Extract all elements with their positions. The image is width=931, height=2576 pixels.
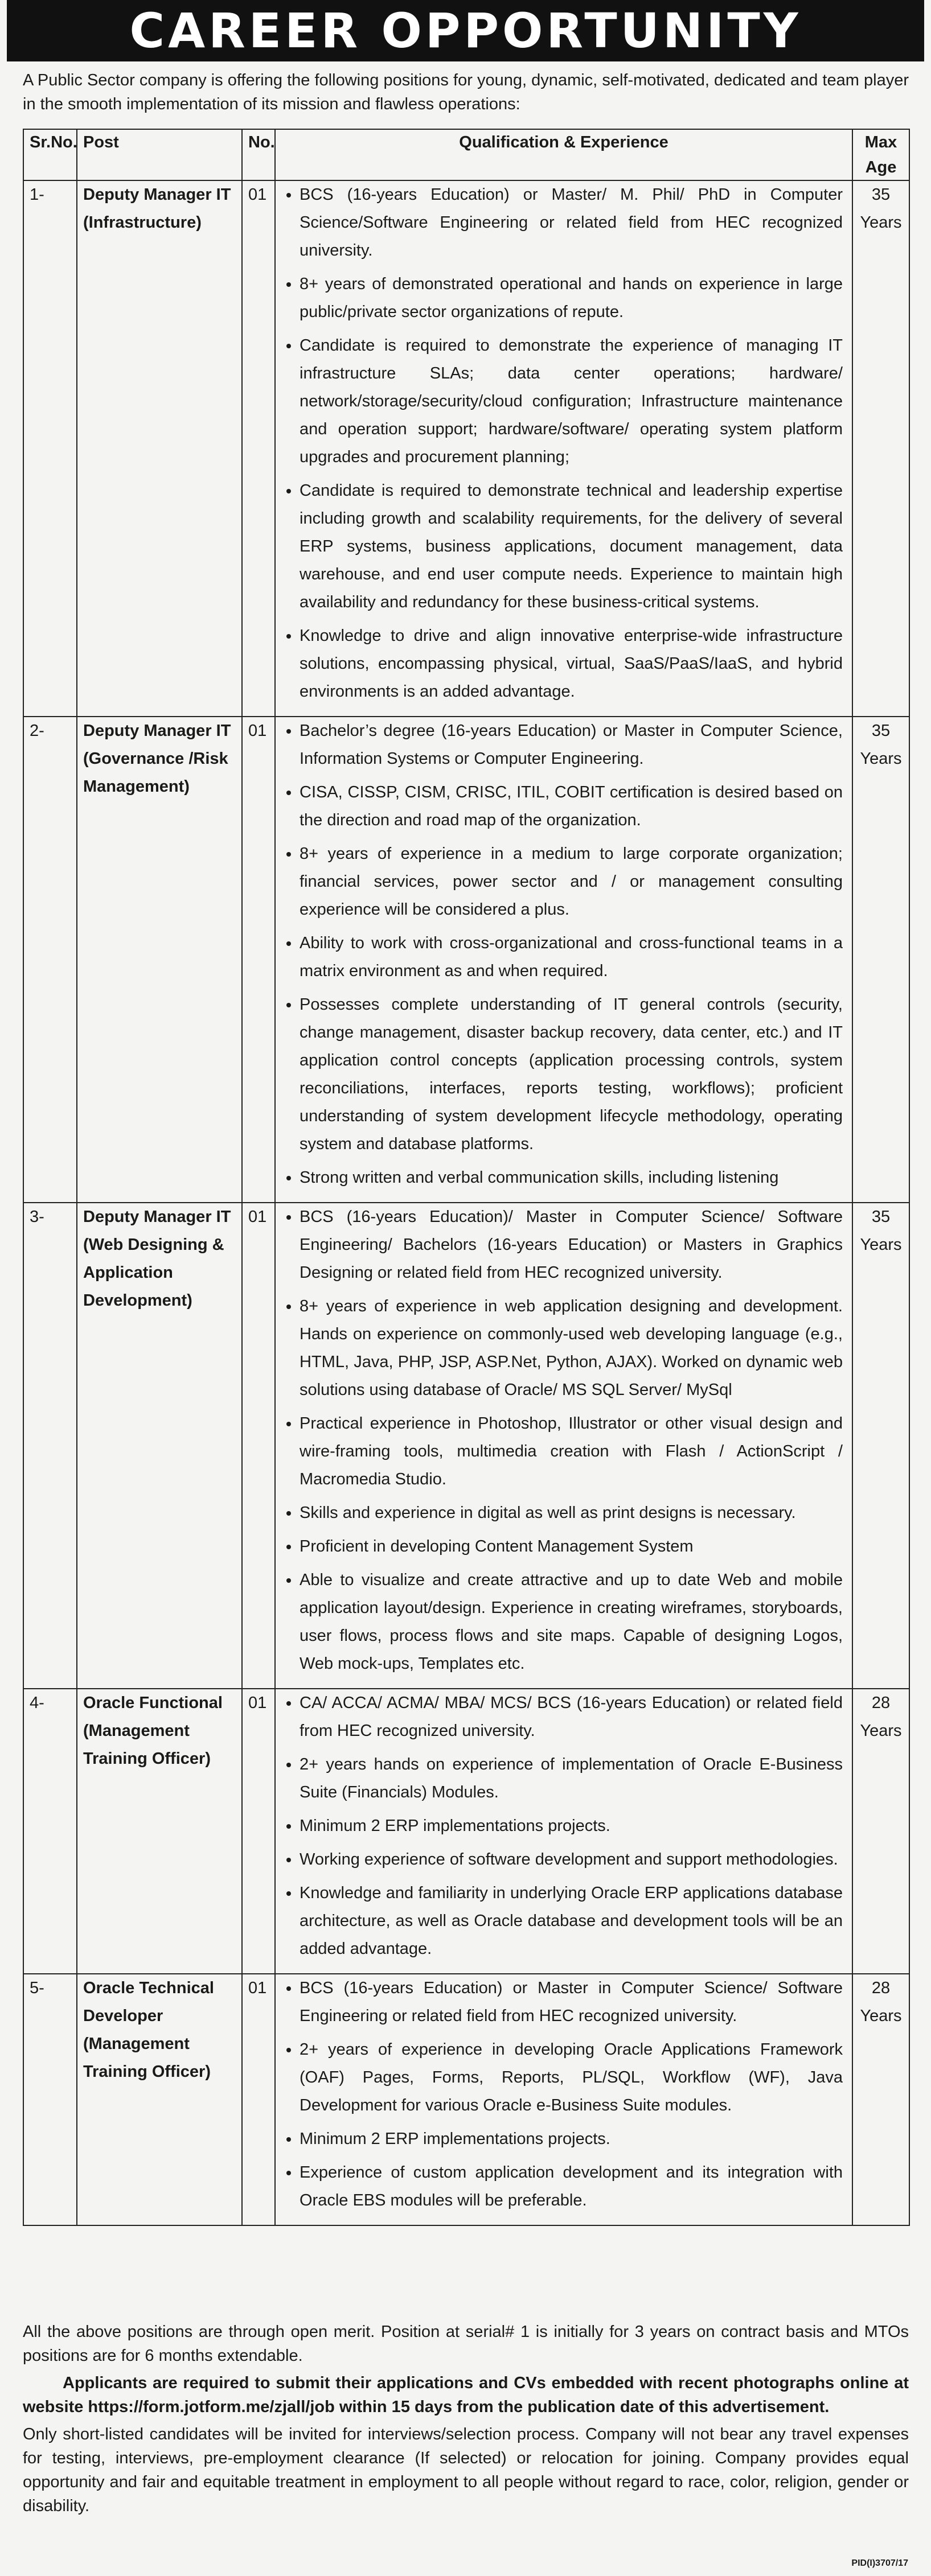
row-count: 01 <box>242 717 275 1203</box>
row-count: 01 <box>242 1203 275 1689</box>
list-item: • 8+ years of experience in web application designing and development. Hands on experience on commonly-used web developing language (e.g., HTML, Java, PHP, JSP, ASP.Net, Python, AJAX). Worked on dynamic web solutions using database of Oracle/ MS SQL Server/ MySql <box>300 1293 843 1404</box>
list-item: • Working experience of software development and support methodologies. <box>300 1846 843 1874</box>
intro-paragraph: A Public Sector company is offering the following positions for young, dynamic, self-motivated, dedicated and team player in the smooth implementation of its mission and flawless operations: <box>23 71 909 113</box>
publication-id: PID(I)3707/17 <box>851 2558 908 2568</box>
row-serial: 5- <box>23 1974 77 2225</box>
row-serial: 4- <box>23 1689 77 1974</box>
list-item: • Candidate is required to demonstrate the experience of managing IT infrastructure SLAs; data center operations; hardware/ network/storage/security/cloud configuration; Infrastructure maintenance and operation support; hardware/software/ operating system platform upgrades and procurement planning; <box>300 332 843 471</box>
list-item: • Bachelor’s degree (16-years Education) or Master in Computer Science, Information Systems or Computer Engineering. <box>300 717 843 773</box>
qualification-list <box>281 1203 846 1688</box>
merit-note: All the above positions are through open merit. Position at serial# 1 is initially for 3 years on contract basis and MTOs positions are for 6 months extendable. <box>23 2323 909 2365</box>
row-max-age: 28 Years <box>852 1974 909 2225</box>
list-item: • 2+ years of experience in developing Oracle Applications Framework (OAF) Pages, Forms, Reports, PL/SQL, Workflow (WF), Java Development for various Oracle e-Business Suite modules. <box>300 2036 843 2120</box>
list-item: • Ability to work with cross-organizational and cross-functional teams in a matrix environment as and when required. <box>300 929 843 985</box>
list-item: • Minimum 2 ERP implementations projects. <box>300 1812 843 1840</box>
header-max-age: Max Age <box>852 129 909 180</box>
list-item: • BCS (16-years Education) or Master/ M. Phil/ PhD in Computer Science/Software Engineering or related field from HEC recognized university. <box>300 181 843 265</box>
qualification-list <box>281 717 846 1202</box>
row-count: 01 <box>242 180 275 717</box>
qualification-list <box>281 181 846 716</box>
table-row <box>23 1974 909 2225</box>
row-count: 01 <box>242 1689 275 1974</box>
table-row <box>23 1203 909 1689</box>
list-item: • 8+ years of experience in a medium to large corporate organization; financial services, power sector and / or management consulting experience will be considered a plus. <box>300 840 843 924</box>
row-post: Oracle Technical Developer (Management Training Officer) <box>77 1974 242 2225</box>
list-item: • Candidate is required to demonstrate technical and leadership expertise including growth and scalability requirements, for the delivery of several ERP systems, business applications, document management, data warehouse, and end user compute needs. Experience to maintain high availability and redundancy for these business-critical systems. <box>300 477 843 616</box>
shortlist-note: Only short-listed candidates will be invited for interviews/selection process. Company will not bear any travel expenses for testing, interviews, pre-employment clearance (If selected) or relocation for joining. Company provides equal opportunity and fair and equitable treatment in employment to all people without regard to race, color, religion, gender or disability. <box>23 2425 909 2515</box>
qualification-list <box>281 1689 846 1973</box>
row-serial: 2- <box>23 717 77 1203</box>
qualification-list <box>281 1974 846 2225</box>
list-item: • 2+ years hands on experience of implementation of Oracle E-Business Suite (Financials) Modules. <box>300 1751 843 1807</box>
row-max-age: 35 Years <box>852 180 909 717</box>
table-row <box>23 1689 909 1974</box>
row-max-age: 28 Years <box>852 1689 909 1974</box>
row-max-age: 35 Years <box>852 1203 909 1689</box>
page-title: CAREER OPPORTUNITY <box>7 0 924 61</box>
table-header-row <box>23 129 909 180</box>
list-item: • CISA, CISSP, CISM, CRISC, ITIL, COBIT certification is desired based on the direction and road map of the organization. <box>300 779 843 834</box>
footer-notes <box>23 2320 909 2521</box>
row-post: Deputy Manager IT (Infrastructure) <box>77 180 242 717</box>
row-max-age: 35 Years <box>852 717 909 1203</box>
list-item: • Strong written and verbal communication skills, including listening <box>300 1164 843 1192</box>
header-qualification: Qualification & Experience <box>275 129 852 180</box>
row-qualifications <box>275 717 852 1203</box>
list-item: • Knowledge and familiarity in underlying Oracle ERP applications database architecture, as well as Oracle database and development tools will be an added advantage. <box>300 1879 843 1963</box>
row-post: Deputy Manager IT (Web Designing & Application Development) <box>77 1203 242 1689</box>
list-item: • CA/ ACCA/ ACMA/ MBA/ MCS/ BCS (16-years Education) or related field from HEC recognized university. <box>300 1689 843 1745</box>
row-qualifications <box>275 180 852 717</box>
list-item: • Minimum 2 ERP implementations projects. <box>300 2125 843 2153</box>
application-instructions: Applicants are required to submit their applications and CVs embedded with recent photographs online at website https://form.jotform.me/zjall/job within 15 days from the publication date of this advertisement. <box>23 2374 909 2416</box>
header-sr-no: Sr.No. <box>23 129 77 180</box>
row-serial: 1- <box>23 180 77 717</box>
list-item: • BCS (16-years Education) or Master in Computer Science/ Software Engineering or related field from HEC recognized university. <box>300 1974 843 2030</box>
row-post: Deputy Manager IT (Governance /Risk Management) <box>77 717 242 1203</box>
list-item: • Able to visualize and create attractive and up to date Web and mobile application layout/design. Experience in creating wireframes, storyboards, user flows, process flows and site maps. Capable of designing Logos, Web mock-ups, Templates etc. <box>300 1566 843 1678</box>
list-item: • BCS (16-years Education)/ Master in Computer Science/ Software Engineering/ Bachelors (16-years Education) or Masters in Graphics Designing or related field from HEC recognized university. <box>300 1203 843 1287</box>
list-item: • Proficient in developing Content Management System <box>300 1533 843 1561</box>
list-item: • Experience of custom application development and its integration with Oracle EBS modules will be preferable. <box>300 2159 843 2215</box>
positions-table <box>23 129 910 2226</box>
row-post: Oracle Functional (Management Training Officer) <box>77 1689 242 1974</box>
list-item: • Practical experience in Photoshop, Illustrator or other visual design and wire-framing tools, multimedia creation with Flash / ActionScript / Macromedia Studio. <box>300 1410 843 1493</box>
list-item: • 8+ years of demonstrated operational and hands on experience in large public/private sector organizations of repute. <box>300 270 843 326</box>
header-post: Post <box>77 129 242 180</box>
row-qualifications <box>275 1203 852 1689</box>
row-count: 01 <box>242 1974 275 2225</box>
row-serial: 3- <box>23 1203 77 1689</box>
list-item: • Possesses complete understanding of IT general controls (security, change management, disaster backup recovery, data center, etc.) and IT application control concepts (application processing controls, system reconciliations, interfaces, reports testing, workflows); proficient understanding of system development lifecycle methodology, operating system and database platforms. <box>300 991 843 1158</box>
row-qualifications <box>275 1689 852 1974</box>
header-no: No. <box>242 129 275 180</box>
list-item: • Knowledge to drive and align innovative enterprise-wide infrastructure solutions, encompassing physical, virtual, SaaS/PaaS/IaaS, and hybrid environments is an added advantage. <box>300 622 843 706</box>
table-row <box>23 717 909 1203</box>
row-qualifications <box>275 1974 852 2225</box>
list-item: • Skills and experience in digital as well as print designs is necessary. <box>300 1499 843 1527</box>
table-row <box>23 180 909 717</box>
